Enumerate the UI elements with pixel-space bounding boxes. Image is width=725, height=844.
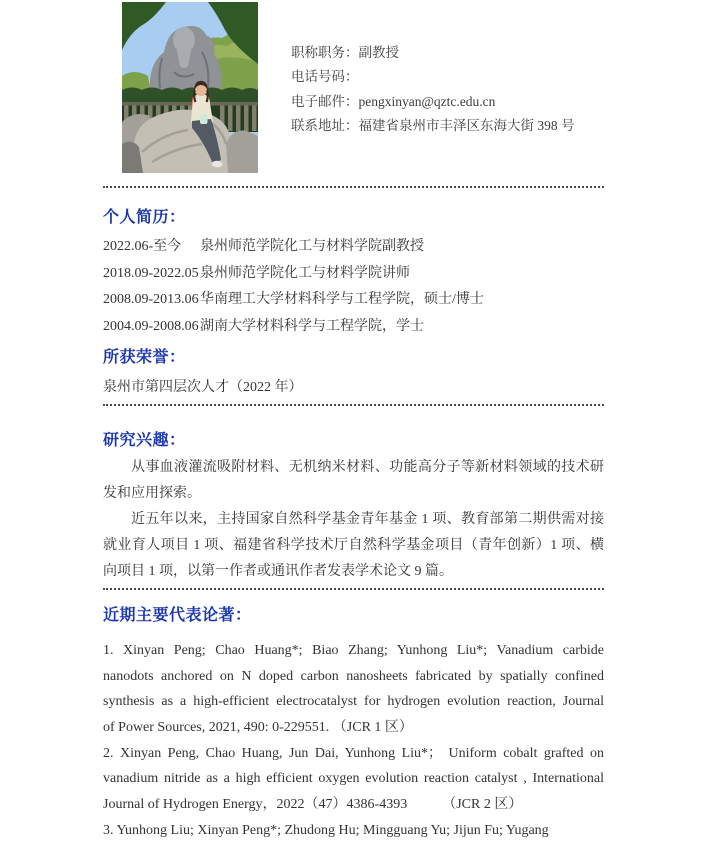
resume-period: 2022.06-至今	[103, 239, 182, 254]
honor-item: 泉州市第四层次人才（2022 年）	[103, 380, 303, 395]
contact-email-value: pengxinyan@qztc.edu.cn	[358, 93, 496, 109]
divider-1	[103, 186, 604, 188]
resume-period: 2018.09-2022.05	[103, 265, 199, 281]
resume-desc: 泉州师范学院化工与材料学院讲师	[200, 265, 410, 281]
contact-title-value: 副教授	[358, 45, 399, 60]
contact-address-row	[291, 114, 575, 138]
section-heading-honors: 所获荣誉：	[103, 349, 186, 366]
section-heading-resume: 个人简历：	[103, 209, 186, 226]
contact-phone-label: 电话号码：	[291, 69, 359, 85]
profile-photo-illustration	[122, 2, 258, 173]
contact-address-value: 福建省泉州市丰泽区东海大街 398 号	[358, 118, 575, 134]
interests-line: 近五年以来，主持国家自然科学基金青年基金 1 项、教育部第二期供需对接	[131, 512, 604, 527]
resume-desc: 华南理工大学材料科学与工程学院，硕士/博士	[200, 292, 484, 307]
interests-line: 向项目 1 项，以第一作者或通讯作者发表学术论文 9 篇。	[103, 564, 453, 579]
publication-line: Journal of Hydrogen Energy，2022（47）4386-4393 （JCR 2 区）	[103, 797, 523, 813]
statue-head	[173, 27, 195, 53]
contact-address-label: 联系地址：	[291, 118, 359, 134]
resume-period: 2008.09-2013.06	[103, 292, 199, 307]
divider-3	[103, 588, 604, 590]
contact-title-label: 职称职务：	[291, 45, 359, 60]
divider-2	[103, 404, 604, 406]
resume-list	[103, 234, 484, 340]
interests-line: 就业育人项目 1 项、福建省科学技术厅自然科学基金项目（青年创新）1 项、横	[103, 538, 604, 553]
profile-photo	[122, 2, 258, 173]
interests-paragraphs	[103, 455, 604, 585]
resume-period: 2004.09-2008.06	[103, 318, 199, 334]
publication-line: 2. Xinyan Peng, Chao Huang, Jun Dai, Yunhong Liu*； Uniform cobalt grafted on	[103, 745, 604, 761]
contact-info	[291, 41, 575, 139]
publications-list	[103, 638, 604, 844]
interests-line: 从事血液灌流吸附材料、无机纳米材料、功能高分子等新材料领域的技术研	[131, 460, 604, 475]
interests-line: 发和应用探索。	[103, 486, 201, 501]
section-heading-publications: 近期主要代表论著：	[103, 607, 252, 624]
rock-right	[226, 131, 258, 173]
publication-line: 3. Yunhong Liu; Xinyan Peng*; Zhudong Hu; Mingguang Yu; Jijun Fu; Yugang	[103, 822, 549, 838]
contact-email-row	[291, 90, 575, 114]
shoe	[212, 161, 223, 167]
resume-row	[103, 314, 484, 341]
contact-email-label: 电子邮件：	[291, 93, 359, 109]
publication-line: vanadium nitride as a high efficient oxygen evolution reaction catalyst , International	[103, 771, 604, 787]
section-heading-interests: 研究兴趣：	[103, 432, 186, 449]
resume-row	[103, 287, 484, 314]
resume-desc: 泉州师范学院化工与材料学院副教授	[200, 239, 424, 254]
fence-rail	[122, 102, 258, 106]
resume-row	[103, 261, 484, 288]
publication-line: 1. Xinyan Peng; Chao Huang*; Biao Zhang; Yunhong Liu*; Vanadium carbide	[103, 643, 604, 658]
resume-row	[103, 234, 484, 261]
contact-title-row	[291, 41, 575, 65]
resume-desc: 湖南大学材料科学与工程学院，学士	[200, 318, 424, 334]
publication-line: synthesis as a high-efficient electrocatalyst for hydrogen evolution reaction, Journal	[103, 694, 604, 710]
publication-line: of Power Sources, 2021, 490: 0-229551. （JCR 1 区）	[103, 720, 413, 736]
phone	[200, 114, 208, 124]
publication-line: nanodots anchored on N doped carbon nanosheets fabricated by spatially confined	[103, 668, 604, 684]
contact-phone-row	[291, 65, 575, 89]
